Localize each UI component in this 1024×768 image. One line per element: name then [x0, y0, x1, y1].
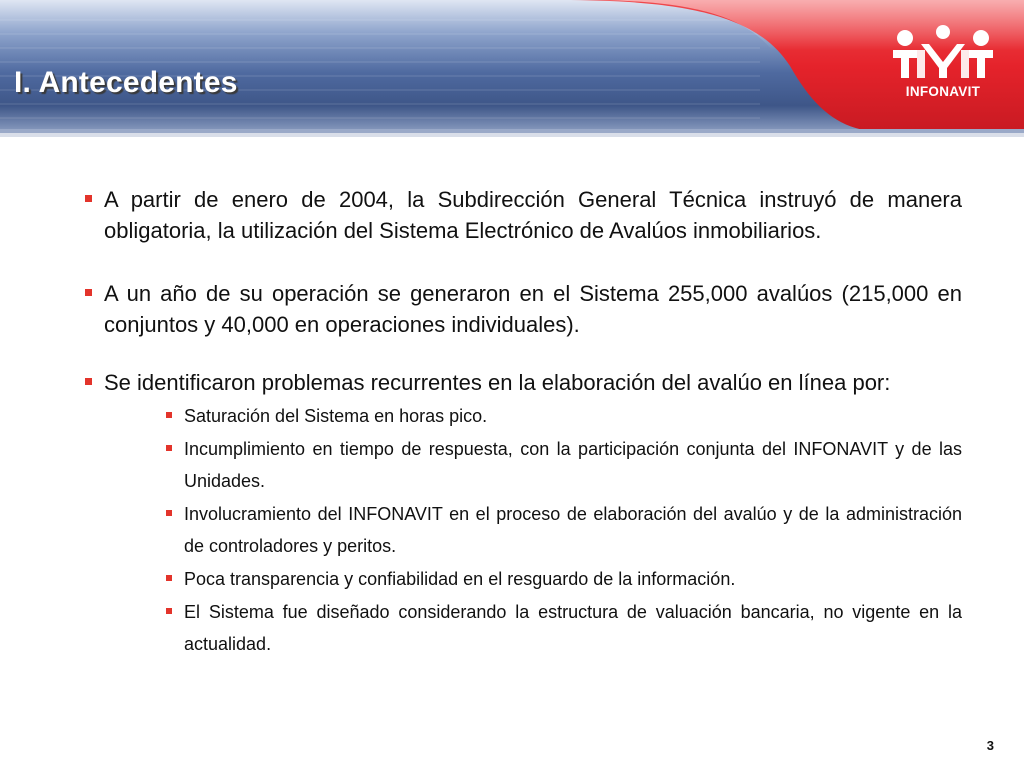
sub-bullet-text: Poca transparencia y confiabilidad en el resguardo de la información. [184, 568, 736, 589]
sub-bullet-item [164, 563, 962, 596]
square-bullet-icon [166, 575, 172, 581]
square-bullet-icon [85, 378, 92, 385]
bullet-item [82, 184, 962, 246]
square-bullet-icon [166, 510, 172, 516]
content-body [82, 184, 962, 661]
sub-bullet-text: Involucramiento del INFONAVIT en el proceso de elaboración del avalúo y de la administración de controladores y peritos. [184, 503, 962, 557]
square-bullet-icon [85, 195, 92, 202]
sub-bullet-item [164, 433, 962, 498]
logo-wordmark: INFONAVIT [905, 84, 981, 99]
square-bullet-icon [166, 608, 172, 614]
square-bullet-icon [166, 412, 172, 418]
sub-bullet-text: Saturación del Sistema en horas pico. [184, 406, 488, 426]
sub-bullet-item [164, 498, 962, 563]
square-bullet-icon [85, 289, 92, 296]
bullet-text: Se identificaron problemas recurrentes en la elaboración del avalúo en línea por: [104, 370, 891, 395]
sub-bullet-item [164, 400, 962, 433]
page-number: 3 [986, 738, 994, 753]
sub-bullet-list [164, 400, 962, 661]
sub-bullet-text: El Sistema fue diseñado considerando la estructura de valuación bancaria, no vigente en la actualidad. [184, 601, 962, 655]
bullet-item [82, 367, 962, 398]
sub-bullet-text: Incumplimiento en tiempo de respuesta, con la participación conjunta del INFONAVIT y de las Unidades. [184, 438, 962, 492]
bullet-text: A partir de enero de 2004, la Subdirección General Técnica instruyó de manera obligatoria, la utilización del Sistema Electrónico de Avalúos inmobiliarios. [104, 187, 962, 243]
sub-bullet-item [164, 596, 962, 661]
page-title: I. Antecedentes [14, 66, 238, 99]
square-bullet-icon [166, 445, 172, 451]
bullet-item [82, 278, 962, 340]
header-band [0, 0, 1024, 137]
bullet-text: A un año de su operación se generaron en el Sistema 255,000 avalúos (215,000 en conjuntos y 40,000 en operaciones individuales). [104, 281, 962, 337]
